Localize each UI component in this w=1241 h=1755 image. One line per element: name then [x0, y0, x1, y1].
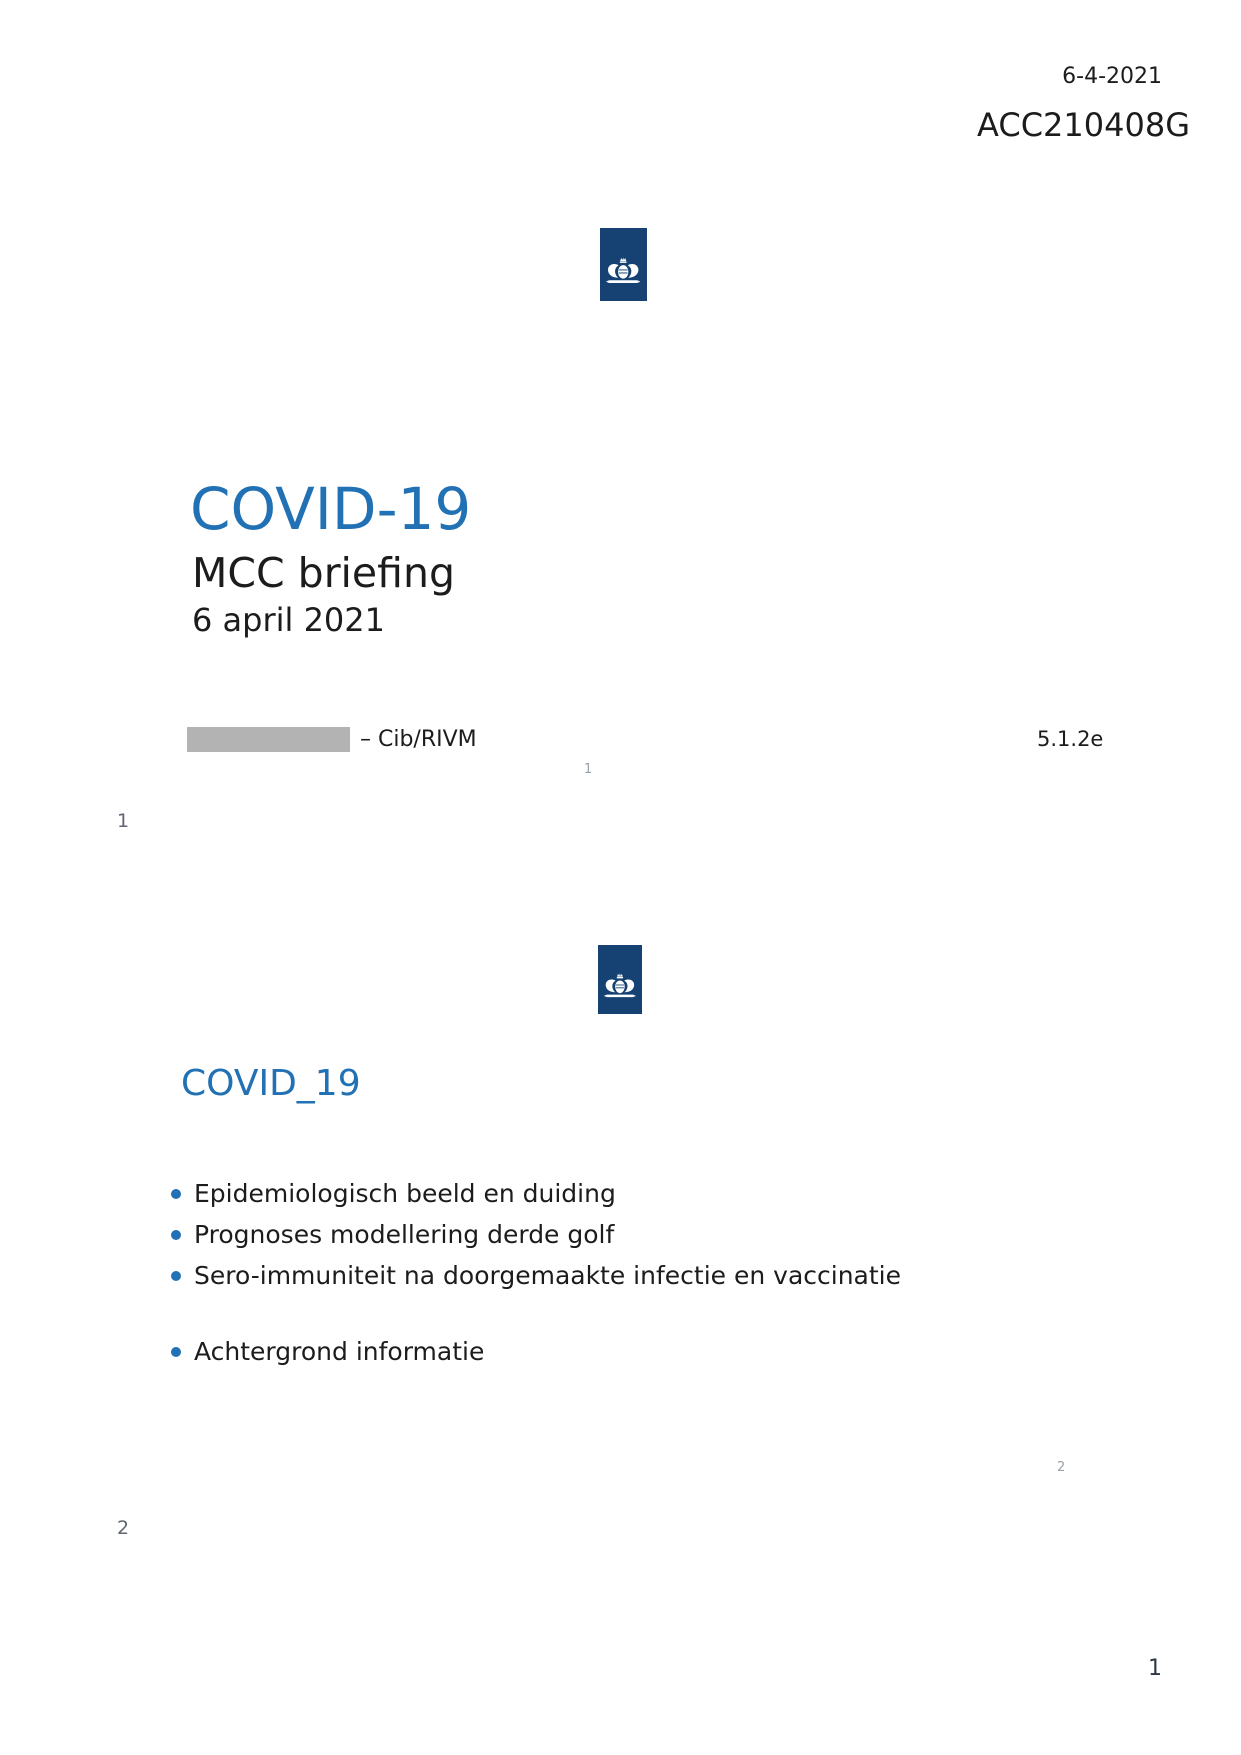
page-number: 1	[1148, 1656, 1162, 1681]
slide1-title: COVID-19	[190, 475, 472, 543]
document-id: ACC210408G	[977, 106, 1190, 144]
slide2-footnote-number: 2	[1057, 1460, 1066, 1475]
disclosure-ref-code: 5.1.2e	[1037, 727, 1104, 751]
author-suffix: – Cib/RIVM	[360, 727, 477, 752]
bullet-icon	[171, 1230, 181, 1240]
slide1-subtitle: MCC briefing	[192, 549, 455, 597]
bullet-icon	[171, 1271, 181, 1281]
redaction-bar	[187, 727, 350, 752]
header-date: 6-4-2021	[1062, 64, 1162, 89]
bullet-item	[171, 1221, 931, 1248]
bullet-item	[171, 1338, 931, 1365]
bullet-item	[171, 1180, 931, 1207]
slide1-date: 6 april 2021	[192, 601, 385, 639]
bullet-label: Sero-immuniteit na doorgemaakte infectie en vaccinatie	[194, 1261, 901, 1290]
rijksoverheid-logo-icon	[600, 228, 647, 301]
bullet-list	[171, 1180, 931, 1379]
slide2-title: COVID_19	[181, 1063, 361, 1104]
bullet-icon	[171, 1189, 181, 1199]
bullet-label: Epidemiologisch beeld en duiding	[194, 1179, 616, 1208]
slide1-footnote-number: 1	[584, 762, 593, 777]
rijksoverheid-logo-icon	[598, 945, 642, 1014]
bullet-item	[171, 1262, 931, 1289]
bullet-label: Achtergrond informatie	[194, 1337, 485, 1366]
slide1-margin-number: 1	[117, 810, 130, 832]
slide2-margin-number: 2	[117, 1517, 130, 1539]
author-line	[187, 727, 477, 752]
bullet-icon	[171, 1347, 181, 1357]
bullet-label: Prognoses modellering derde golf	[194, 1220, 615, 1249]
